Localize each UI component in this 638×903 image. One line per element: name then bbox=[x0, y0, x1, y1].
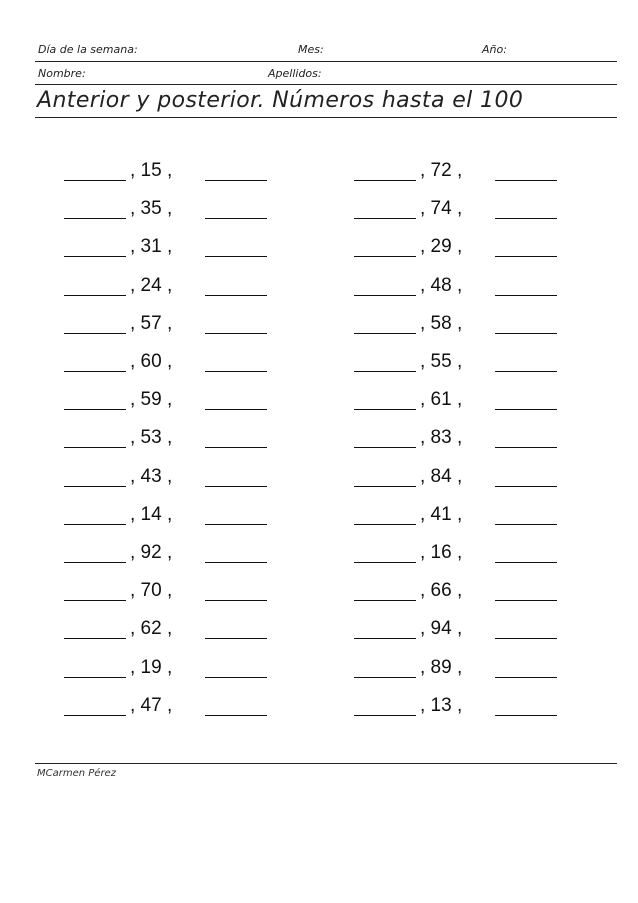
answer-blank-after[interactable] bbox=[205, 180, 267, 181]
answer-blank-after[interactable] bbox=[205, 562, 267, 563]
divider-line bbox=[35, 61, 617, 62]
answer-blank-after[interactable] bbox=[205, 447, 267, 448]
answer-blank-before[interactable] bbox=[64, 486, 126, 487]
title-underline bbox=[35, 117, 617, 118]
answer-blank-before[interactable] bbox=[64, 218, 126, 219]
answer-blank-before[interactable] bbox=[354, 524, 416, 525]
answer-blank-after[interactable] bbox=[495, 180, 557, 181]
answer-blank-before[interactable] bbox=[354, 677, 416, 678]
given-number: , 55 , bbox=[420, 351, 463, 372]
answer-blank-before[interactable] bbox=[64, 677, 126, 678]
answer-blank-after[interactable] bbox=[205, 218, 267, 219]
answer-blank-after[interactable] bbox=[205, 409, 267, 410]
given-number: , 57 , bbox=[130, 313, 173, 334]
answer-blank-after[interactable] bbox=[205, 677, 267, 678]
answer-blank-before[interactable] bbox=[64, 371, 126, 372]
given-number: , 94 , bbox=[420, 618, 463, 639]
answer-blank-before[interactable] bbox=[354, 638, 416, 639]
answer-blank-after[interactable] bbox=[205, 715, 267, 716]
answer-blank-after[interactable] bbox=[495, 218, 557, 219]
given-number: , 66 , bbox=[420, 580, 463, 601]
given-number: , 43 , bbox=[130, 466, 173, 487]
answer-blank-after[interactable] bbox=[205, 524, 267, 525]
answer-blank-before[interactable] bbox=[64, 256, 126, 257]
answer-blank-after[interactable] bbox=[205, 638, 267, 639]
answer-blank-before[interactable] bbox=[354, 180, 416, 181]
answer-blank-before[interactable] bbox=[354, 562, 416, 563]
answer-blank-after[interactable] bbox=[495, 409, 557, 410]
given-number: , 61 , bbox=[420, 389, 463, 410]
answer-blank-before[interactable] bbox=[64, 447, 126, 448]
given-number: , 74 , bbox=[420, 198, 463, 219]
given-number: , 89 , bbox=[420, 657, 463, 678]
answer-blank-after[interactable] bbox=[495, 677, 557, 678]
given-number: , 19 , bbox=[130, 657, 173, 678]
surname-label: Apellidos: bbox=[268, 67, 322, 80]
given-number: , 53 , bbox=[130, 427, 173, 448]
answer-blank-before[interactable] bbox=[354, 486, 416, 487]
answer-blank-after[interactable] bbox=[205, 486, 267, 487]
answer-blank-before[interactable] bbox=[354, 295, 416, 296]
answer-blank-before[interactable] bbox=[354, 600, 416, 601]
answer-blank-before[interactable] bbox=[64, 638, 126, 639]
answer-blank-before[interactable] bbox=[64, 409, 126, 410]
answer-blank-before[interactable] bbox=[354, 715, 416, 716]
answer-blank-before[interactable] bbox=[354, 447, 416, 448]
given-number: , 84 , bbox=[420, 466, 463, 487]
answer-blank-after[interactable] bbox=[495, 600, 557, 601]
answer-blank-after[interactable] bbox=[495, 524, 557, 525]
answer-blank-after[interactable] bbox=[495, 486, 557, 487]
answer-blank-after[interactable] bbox=[495, 295, 557, 296]
footer-divider bbox=[35, 763, 617, 764]
given-number: , 92 , bbox=[130, 542, 173, 563]
answer-blank-before[interactable] bbox=[354, 409, 416, 410]
given-number: , 83 , bbox=[420, 427, 463, 448]
given-number: , 16 , bbox=[420, 542, 463, 563]
answer-blank-after[interactable] bbox=[495, 638, 557, 639]
month-label: Mes: bbox=[298, 43, 324, 56]
given-number: , 62 , bbox=[130, 618, 173, 639]
day-of-week-label: Día de la semana: bbox=[38, 43, 138, 56]
answer-blank-before[interactable] bbox=[354, 371, 416, 372]
answer-blank-before[interactable] bbox=[64, 562, 126, 563]
answer-blank-after[interactable] bbox=[205, 333, 267, 334]
answer-blank-before[interactable] bbox=[64, 333, 126, 334]
answer-blank-after[interactable] bbox=[205, 600, 267, 601]
divider-line bbox=[35, 84, 617, 85]
answer-blank-before[interactable] bbox=[64, 715, 126, 716]
given-number: , 47 , bbox=[130, 695, 173, 716]
answer-blank-after[interactable] bbox=[495, 333, 557, 334]
given-number: , 58 , bbox=[420, 313, 463, 334]
given-number: , 35 , bbox=[130, 198, 173, 219]
answer-blank-after[interactable] bbox=[205, 371, 267, 372]
answer-blank-after[interactable] bbox=[205, 256, 267, 257]
author-credit: MCarmen Pérez bbox=[37, 768, 116, 779]
answer-blank-before[interactable] bbox=[64, 600, 126, 601]
name-label: Nombre: bbox=[38, 67, 86, 80]
answer-blank-after[interactable] bbox=[495, 562, 557, 563]
answer-blank-before[interactable] bbox=[354, 256, 416, 257]
given-number: , 31 , bbox=[130, 236, 173, 257]
answer-blank-after[interactable] bbox=[495, 256, 557, 257]
answer-blank-before[interactable] bbox=[64, 180, 126, 181]
given-number: , 48 , bbox=[420, 275, 463, 296]
given-number: , 24 , bbox=[130, 275, 173, 296]
answer-blank-before[interactable] bbox=[354, 333, 416, 334]
given-number: , 15 , bbox=[130, 160, 173, 181]
answer-blank-before[interactable] bbox=[64, 295, 126, 296]
answer-blank-after[interactable] bbox=[495, 447, 557, 448]
given-number: , 60 , bbox=[130, 351, 173, 372]
given-number: , 14 , bbox=[130, 504, 173, 525]
given-number: , 29 , bbox=[420, 236, 463, 257]
answer-blank-after[interactable] bbox=[495, 715, 557, 716]
answer-blank-before[interactable] bbox=[64, 524, 126, 525]
answer-blank-after[interactable] bbox=[205, 295, 267, 296]
year-label: Año: bbox=[482, 43, 507, 56]
given-number: , 59 , bbox=[130, 389, 173, 410]
given-number: , 70 , bbox=[130, 580, 173, 601]
given-number: , 41 , bbox=[420, 504, 463, 525]
given-number: , 72 , bbox=[420, 160, 463, 181]
worksheet-title: Anterior y posterior. Números hasta el 100 bbox=[37, 88, 524, 113]
answer-blank-after[interactable] bbox=[495, 371, 557, 372]
answer-blank-before[interactable] bbox=[354, 218, 416, 219]
given-number: , 13 , bbox=[420, 695, 463, 716]
